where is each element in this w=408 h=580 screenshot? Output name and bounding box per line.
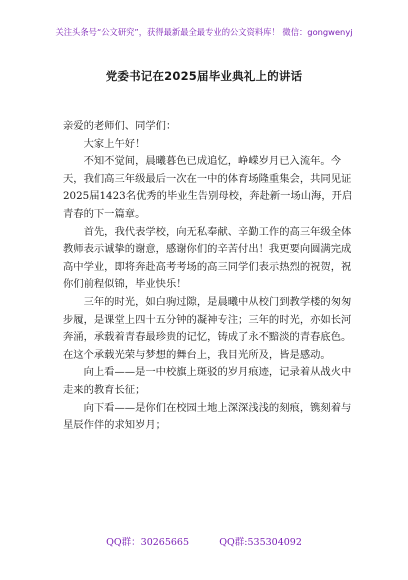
paragraph-opening: 不知不觉间，晨曦暮色已成追忆，峥嵘岁月已入流年。今天，我们高三年级最后一次在一中的体育场隆重集会，共同见证2025届1423名优秀的毕业生告别母校，奔赴新一场山海，开启青春的下一篇章。: [63, 155, 353, 220]
paragraph-look-down: 向下看——是你们在校园土地上深深浅浅的刻痕，镌刻着与星辰作伴的求知岁月；: [63, 401, 352, 432]
header-note: 关注头条号“公文研究”，获得最新最全最专业的公文资料库！ 微信：gongwenyj: [55, 27, 353, 37]
paragraph-thanks: 首先，我代表学校，向无私奉献、辛勤工作的高三年级全体教师表示诚挚的谢意，感谢你们的辛苦付出！我更要向圆满完成高中学业，即将奔赴高考考场的高三同学们表示热烈的祝贺，祝你们前程似锦，毕业快乐！: [63, 225, 352, 291]
salutation: 亲爱的老师们、同学们：: [63, 120, 177, 132]
document-title: 党委书记在2025届毕业典礼上的讲话: [105, 69, 303, 83]
footer-qq-groups: QQ群：30265665 QQ群:535304092: [106, 537, 302, 548]
speech-body: [63, 118, 353, 435]
paragraph-look-up: 向上看——是一中校旗上斑驳的岁月痕迹，记录着从战火中走来的教育长征；: [63, 366, 352, 396]
greeting: 大家上午好！: [83, 137, 146, 150]
paragraph-three-years: 三年的时光，如白驹过隙，是晨曦中从校门到教学楼的匆匆步履，是课堂上四十五分钟的凝神专注；三年的时光，亦如长河奔涌，承载着青春最珍贵的记忆，铸成了永不黯淡的青春底色。在这个承载光荣与梦想的舞台上，我目光所及，皆是感动。: [63, 295, 352, 361]
